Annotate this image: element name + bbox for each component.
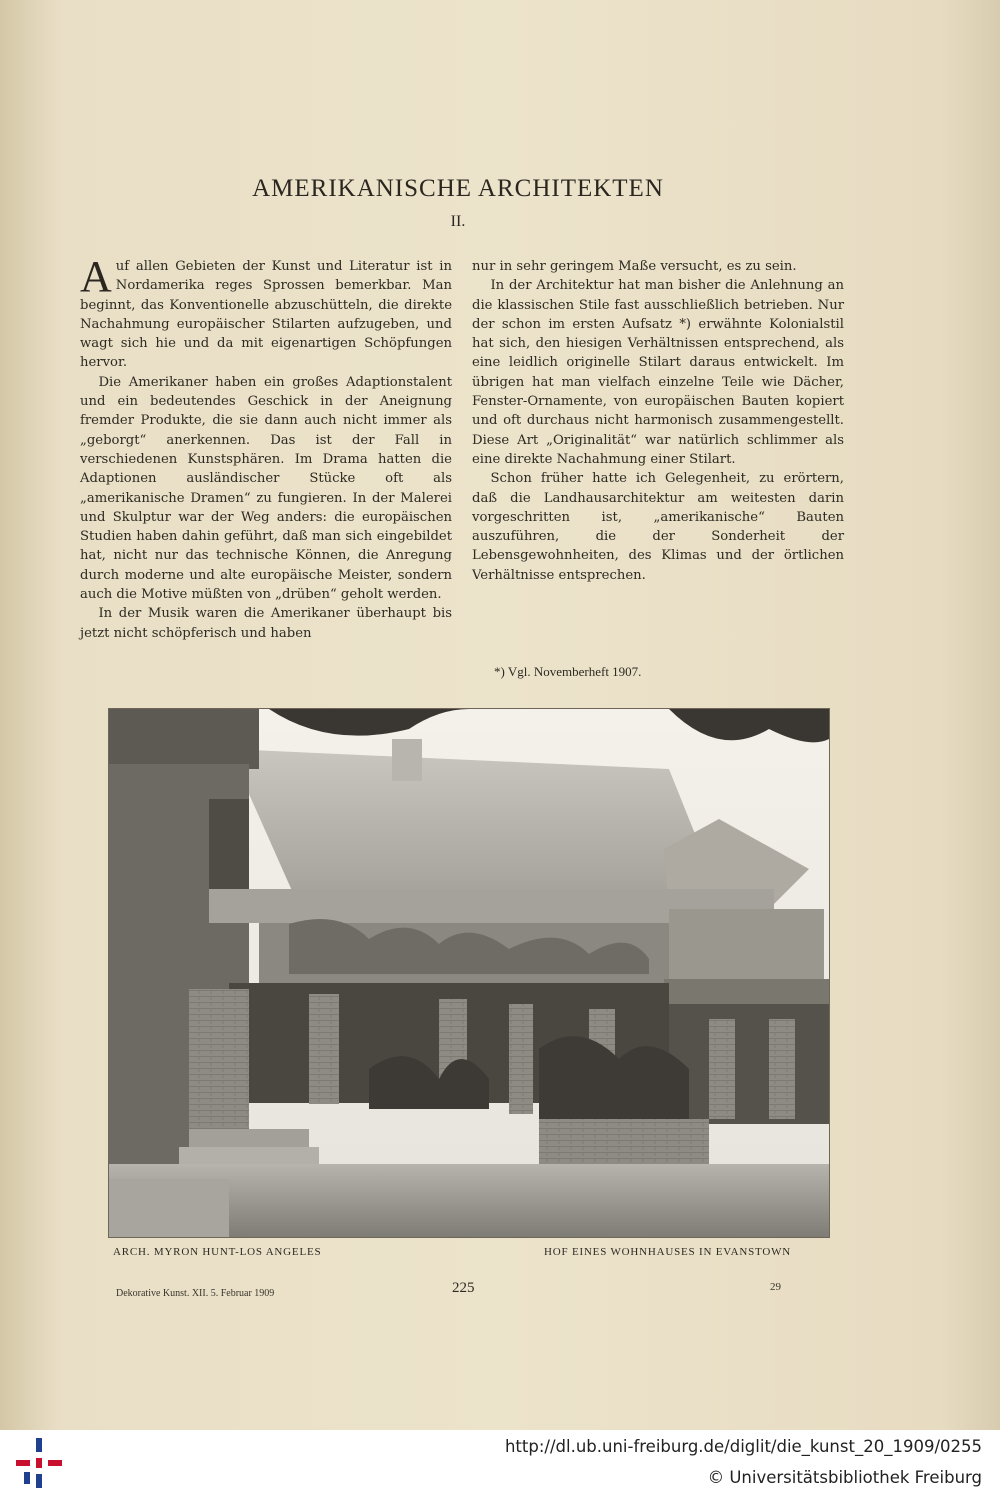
footnote: *) Vgl. Novemberheft 1907. bbox=[494, 664, 642, 679]
article-part: II. bbox=[450, 213, 466, 230]
paragraph: In der Musik waren die Amerikaner überhaupt bis jetzt nicht schöpferisch und haben bbox=[80, 606, 452, 641]
paragraph: Die Amerikaner haben ein großes Adaptionstalent und ein bedeutendes Geschick in der Aneignung fremder Produkte, die sie dann auch nicht immer als „geborgt“ anerkennen. Das ist der Fall in verschiedenen Kunstsphären. Im Drama hatten die Adaptionen ausländischer Stücke oft als „amerikanische Dramen“ zu fungieren. In der Malerei und Skulptur war der Weg anders: die europäischen Studien haben dahin geführt, daß man sich eingebildet hat, nicht nur das technische Können, die Anregung durch moderne und alte europäische Meister, sondern auch die Motive müßten von „drüben“ geholt werden. bbox=[80, 374, 452, 603]
permalink-url[interactable]: http://dl.ub.uni-freiburg.de/diglit/die_kunst_20_1909/0255 bbox=[504, 1437, 982, 1456]
page-number: 225 bbox=[452, 1280, 475, 1296]
paragraph: In der Architektur hat man bisher die Anlehnung an die klassischen Stile fast ausschließlich betrieben. Nur der schon im ersten Aufsatz *) erwähnte Kolonialstil hat sich, den hiesigen Verhältnissen entsprechend, als eine leidlich originelle Stilart daraus entwickelt. Im übrigen hat man vielfach einzelne Teile wie Dächer, Fenster-Ornamente, von europäischen Bauten kopiert und oft durchaus nicht harmonisch zusammengestellt. Diese Art „Originalität“ war natürlich schlimmer als eine direkte Nachahmung einer Stilart. bbox=[472, 278, 844, 467]
article-title: AMERIKANISCHE ARCHITEKTEN bbox=[252, 175, 664, 202]
signature-mark: 29 bbox=[770, 1281, 781, 1293]
paragraph: Schon früher hatte ich Gelegenheit, zu erörtern, daß die Landhausarchitektur am weitesten darin vorgeschritten ist, „amerikanische“ Bauten auszuführen, die der Sonderheit der Lebensgewohnheiten, des Klimas und der örtlichen Verhältnisse entsprechen. bbox=[472, 471, 844, 583]
house-courtyard-photo bbox=[108, 708, 830, 1238]
copyright-notice: © Universitätsbibliothek Freiburg bbox=[707, 1468, 982, 1487]
left-text-column bbox=[80, 252, 452, 643]
paragraph-text: uf allen Gebieten der Kunst und Literatur ist in Nordamerika reges Sprossen bemerkbar. Man beginnt, das Konventionelle abzuschütteln, die direkte Nachahmung europäischer Stilarten aufzugeben, und wagt sich hie und da mit eigenartigen Schöpfungen hervor. bbox=[80, 259, 452, 371]
university-library-logo-icon[interactable] bbox=[16, 1438, 64, 1488]
photo-caption-title: HOF EINES WOHNHAUSES IN EVANSTOWN bbox=[544, 1246, 792, 1258]
paragraph: nur in sehr geringem Maße versucht, es zu sein. bbox=[472, 259, 797, 274]
journal-reference: Dekorative Kunst. XII. 5. Februar 1909 bbox=[116, 1288, 275, 1299]
right-text-column bbox=[472, 257, 844, 585]
photo-caption-architect: ARCH. MYRON HUNT-LOS ANGELES bbox=[113, 1246, 322, 1258]
drop-cap: A bbox=[80, 252, 112, 301]
paragraph bbox=[80, 252, 452, 373]
